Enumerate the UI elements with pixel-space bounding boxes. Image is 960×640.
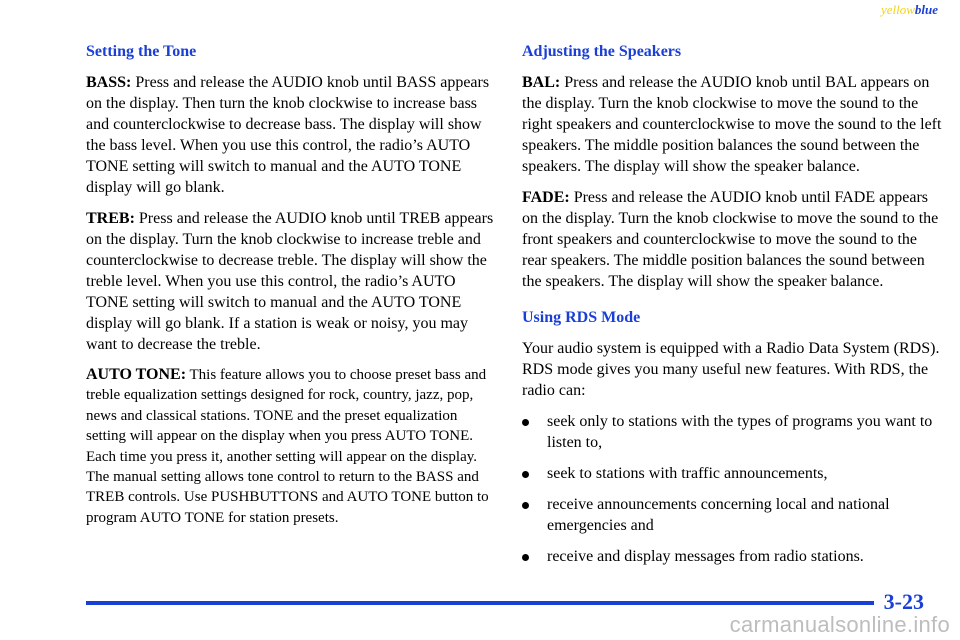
auto-tone-text: This feature allows you to choose preset bass and treble equalization settings designed for rock, country, jazz, pop, news and classical stations. TONE and the preset equalization setting will appear on the display when you press AUTO TONE. Each time you press it, another setting will appear on the display. The manual setting allows tone control to return to the BASS and TREB controls. Use PUSHBUTTONS and AUTO TONE button to program AUTO TONE for station presets.: [86, 367, 489, 526]
auto-tone-paragraph: [86, 365, 498, 528]
fade-label: FADE:: [522, 189, 570, 206]
section-title-tone: Setting the Tone: [86, 43, 197, 60]
bullet-icon: [522, 554, 529, 561]
list-item: [522, 546, 942, 567]
bass-paragraph: [86, 72, 498, 198]
treb-paragraph: [86, 208, 498, 355]
list-item: [522, 463, 942, 484]
section-title-rds: Using RDS Mode: [522, 309, 641, 326]
fade-paragraph: [522, 187, 942, 292]
treb-text: Press and release the AUDIO knob until TREB appears on the display. Turn the knob clockwise to increase treble and counterclockwise to decrease treble. The display will show the treble level. When you use this control, the radio’s AUTO TONE setting will switch to manual and the AUTO TONE display will go blank. If a station is weak or noisy, you may want to decrease the treble.: [86, 210, 494, 353]
page-number: 3-23: [883, 589, 924, 614]
rds-intro: Your audio system is equipped with a Radio Data System (RDS). RDS mode gives you many useful new features. With RDS, the radio can:: [522, 340, 940, 399]
bullet-icon: [522, 419, 529, 426]
list-item: [522, 411, 942, 453]
bullet-icon: [522, 471, 529, 478]
right-column: [522, 42, 942, 577]
corner-tag-yellow: yellow: [880, 2, 915, 17]
list-item-text: seek only to stations with the types of programs you want to listen to,: [547, 413, 933, 451]
bal-paragraph: [522, 72, 942, 177]
list-item-text: receive and display messages from radio stations.: [547, 548, 864, 565]
auto-tone-label: AUTO TONE:: [86, 366, 187, 383]
corner-tag-blue: blue: [914, 2, 938, 17]
rds-feature-list: [522, 411, 942, 567]
list-item: [522, 494, 942, 536]
fade-text: Press and release the AUDIO knob until FADE appears on the display. Turn the knob clockwise to move the sound to the front speakers and counterclockwise to move the sound to the rear speakers. The middle position balances the sound between the speakers. The display will show the speaker balance.: [522, 189, 939, 290]
bal-label: BAL:: [522, 74, 561, 91]
watermark: carmanualsonline.info: [729, 612, 950, 637]
corner-color-tag: [881, 2, 938, 18]
bass-text: Press and release the AUDIO knob until BASS appears on the display. Then turn the knob clockwise to increase bass and counterclockwise to decrease bass. The display will show the bass level. When you use this control, the radio’s AUTO TONE setting will switch to manual and the AUTO TONE display will go blank.: [86, 74, 490, 196]
treb-label: TREB:: [86, 210, 135, 227]
left-column: [86, 42, 498, 538]
list-item-text: receive announcements concerning local and national emergencies and: [547, 496, 890, 534]
list-item-text: seek to stations with traffic announcements,: [547, 465, 828, 482]
section-title-speakers: Adjusting the Speakers: [522, 43, 682, 60]
footer-rule: [86, 601, 874, 605]
bal-text: Press and release the AUDIO knob until BAL appears on the display. Turn the knob clockwise to move the sound to the right speakers and counterclockwise to move the sound to the left speakers. The middle position balances the sound between the speakers. The display will show the speaker balance.: [522, 74, 942, 175]
bullet-icon: [522, 502, 529, 509]
bass-label: BASS:: [86, 74, 132, 91]
